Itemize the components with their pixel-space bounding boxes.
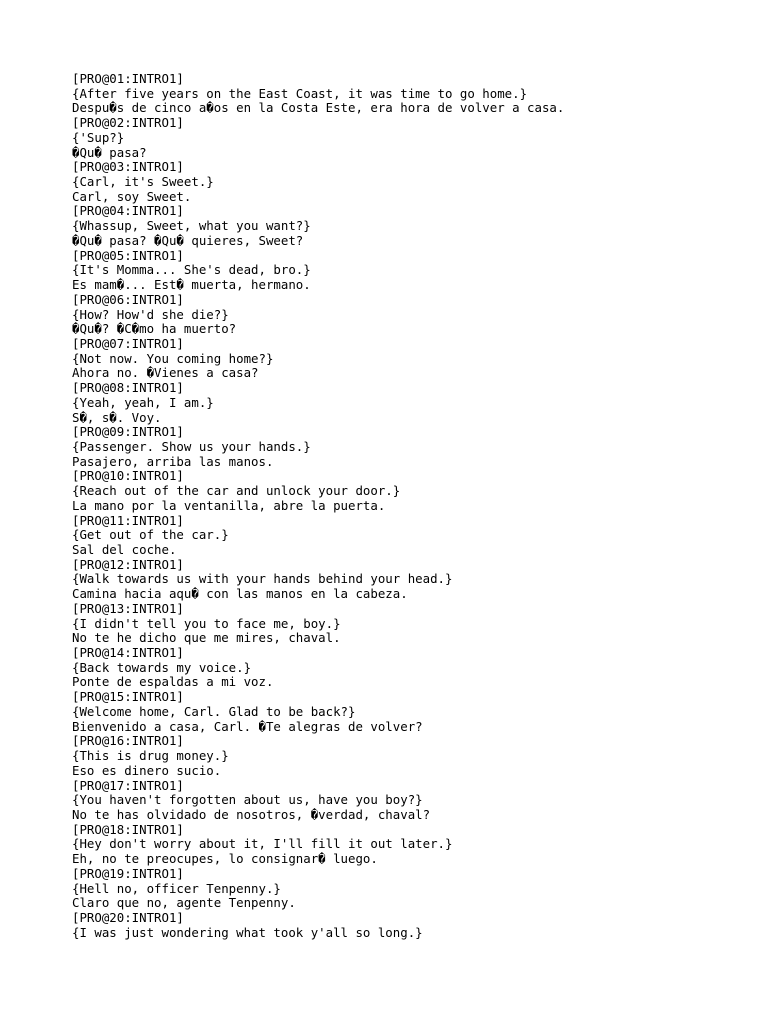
text-line: {Reach out of the car and unlock your door.} — [72, 483, 401, 499]
text-line: [PRO@09:INTRO1] — [72, 424, 184, 440]
text-line: �Qu� pasa? �Qu� quieres, Sweet? — [72, 232, 304, 248]
text-line: Camina hacia aqu� con las manos en la cabeza. — [72, 586, 408, 602]
text-line: [PRO@10:INTRO1] — [72, 468, 184, 484]
text-line: {Hell no, officer Tenpenny.} — [72, 880, 281, 896]
text-line: [PRO@06:INTRO1] — [72, 291, 184, 307]
text-line: [PRO@02:INTRO1] — [72, 115, 184, 131]
text-line: {Get out of the car.} — [72, 527, 229, 543]
text-line: [PRO@03:INTRO1] — [72, 159, 184, 175]
text-line: [PRO@19:INTRO1] — [72, 865, 184, 881]
text-line: {Passenger. Show us your hands.} — [72, 438, 311, 454]
text-line: [PRO@18:INTRO1] — [72, 821, 184, 837]
text-line: {After five years on the East Coast, it was time to go home.} — [72, 85, 528, 101]
text-line: {Back towards my voice.} — [72, 659, 252, 675]
text-line: [PRO@13:INTRO1] — [72, 600, 184, 616]
text-line: {It's Momma... She's dead, bro.} — [72, 262, 311, 278]
text-line: [PRO@20:INTRO1] — [72, 909, 184, 925]
text-line: Ponte de espaldas a mi voz. — [72, 674, 274, 690]
text-line: {How? How'd she die?} — [72, 306, 229, 322]
text-line: {Walk towards us with your hands behind your head.} — [72, 571, 453, 587]
text-line: [PRO@16:INTRO1] — [72, 733, 184, 749]
text-line: Es mam�... Est� muerta, hermano. — [72, 277, 311, 293]
text-line: No te has olvidado de nosotros, �verdad, chaval? — [72, 806, 431, 822]
text-line: Claro que no, agente Tenpenny. — [72, 895, 296, 911]
text-line: {Yeah, yeah, I am.} — [72, 394, 214, 410]
text-line: [PRO@08:INTRO1] — [72, 380, 184, 396]
text-line: [PRO@15:INTRO1] — [72, 689, 184, 705]
text-line: {Hey don't worry about it, I'll fill it out later.} — [72, 836, 453, 852]
text-line: �Qu� pasa? — [72, 144, 147, 160]
text-line: {You haven't forgotten about us, have you boy?} — [72, 792, 423, 808]
text-line: Despu�s de cinco a�os en la Costa Este, era hora de volver a casa. — [72, 100, 565, 116]
text-line: Pasajero, arriba las manos. — [72, 453, 274, 469]
text-line: Ahora no. �Vienes a casa? — [72, 365, 259, 381]
text-line: Carl, soy Sweet. — [72, 188, 192, 204]
text-line: {Carl, it's Sweet.} — [72, 174, 214, 190]
text-line: [PRO@01:INTRO1] — [72, 71, 184, 86]
text-line: [PRO@17:INTRO1] — [72, 777, 184, 793]
text-line: [PRO@14:INTRO1] — [72, 645, 184, 661]
text-line: {I didn't tell you to face me, boy.} — [72, 615, 341, 631]
text-line: [PRO@05:INTRO1] — [72, 247, 184, 263]
text-line: {Welcome home, Carl. Glad to be back?} — [72, 703, 356, 719]
text-line: No te he dicho que me mires, chaval. — [72, 630, 341, 646]
text-line: {I was just wondering what took y'all so long.} — [72, 924, 423, 940]
text-line: [PRO@12:INTRO1] — [72, 556, 184, 572]
text-line: Sal del coche. — [72, 542, 177, 557]
text-line: Bienvenido a casa, Carl. �Te alegras de volver? — [72, 718, 423, 734]
text-line: {This is drug money.} — [72, 748, 229, 764]
text-line: [PRO@04:INTRO1] — [72, 203, 184, 219]
text-line: Eh, no te preocupes, lo consignar� luego. — [72, 851, 378, 867]
text-line: {Whassup, Sweet, what you want?} — [72, 218, 311, 234]
text-line: [PRO@11:INTRO1] — [72, 512, 184, 528]
text-line: S�, s�. Voy. — [72, 409, 162, 425]
document-page — [72, 72, 752, 940]
text-line: La mano por la ventanilla, abre la puerta. — [72, 497, 386, 513]
text-line: �Qu�? �C�mo ha muerto? — [72, 321, 237, 337]
text-line: [PRO@07:INTRO1] — [72, 335, 184, 351]
text-line: {'Sup?} — [72, 129, 125, 145]
text-line: {Not now. You coming home?} — [72, 350, 274, 366]
text-line: Eso es dinero sucio. — [72, 762, 222, 778]
